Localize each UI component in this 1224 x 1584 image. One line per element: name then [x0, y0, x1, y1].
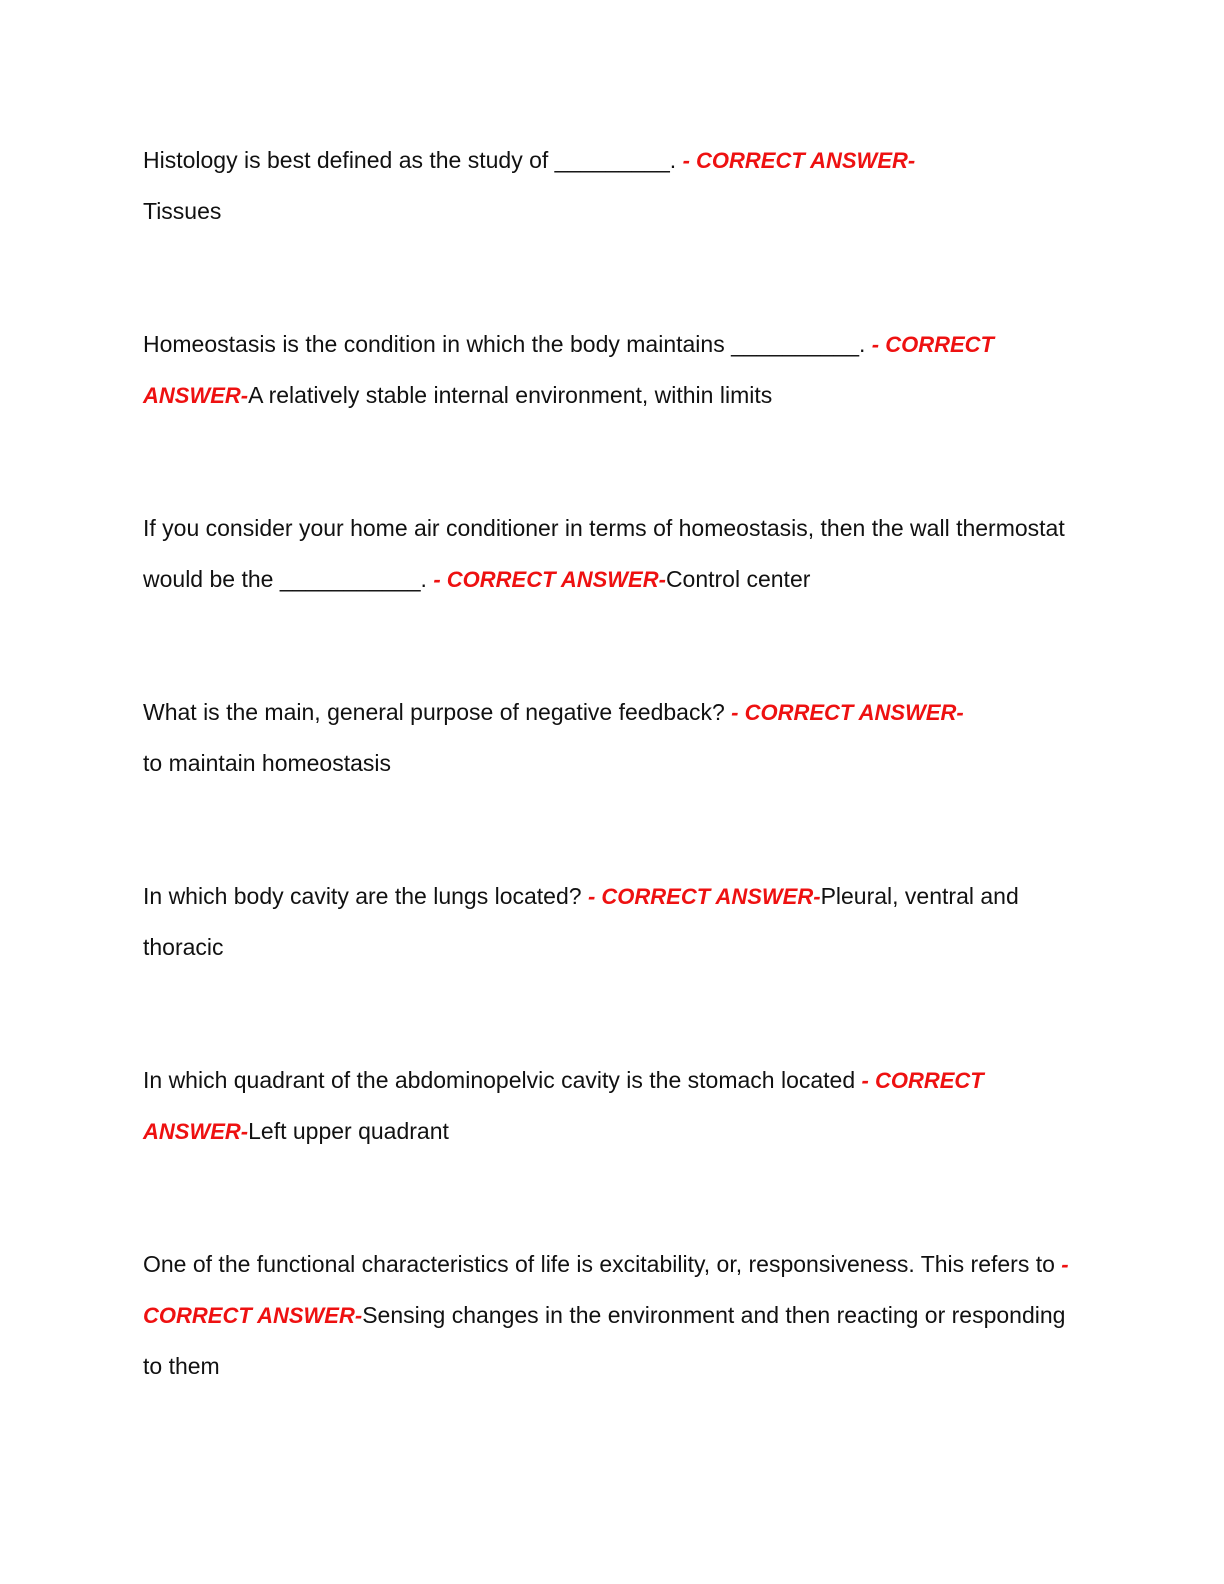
correct-answer-marker: - CORRECT ANSWER-	[682, 148, 916, 173]
question-text: In which body cavity are the lungs located?	[143, 883, 588, 909]
question-text: In which quadrant of the abdominopelvic cavity is the stomach located	[143, 1067, 862, 1093]
correct-answer-marker: - CORRECT ANSWER-	[731, 700, 964, 725]
qa-item	[143, 503, 1083, 605]
qa-item	[143, 1239, 1083, 1392]
answer-text: to maintain homeostasis	[143, 750, 392, 776]
answer-text: Pleural, ventral and thoracic	[143, 883, 1019, 960]
correct-answer-marker: - CORRECT ANSWER-	[143, 1252, 1069, 1328]
qa-item	[143, 687, 1083, 789]
answer-text: Control center	[665, 566, 811, 592]
question-text: If you consider your home air conditioner in terms of homeostasis, then the wall thermostat would be the ___________.	[143, 515, 1065, 592]
qa-item	[143, 135, 1083, 237]
qa-item	[143, 319, 1083, 421]
correct-answer-marker: - CORRECT ANSWER-	[143, 332, 994, 408]
qa-item	[143, 871, 1083, 973]
correct-answer-marker: - CORRECT ANSWER-	[587, 884, 821, 909]
answer-text: Sensing changes in the environment and then reacting or responding to them	[143, 1302, 1066, 1379]
answer-text: A relatively stable internal environment, within limits	[248, 382, 773, 408]
question-text: Homeostasis is the condition in which the body maintains __________.	[143, 331, 872, 357]
qa-item	[143, 1055, 1083, 1157]
question-text: Histology is best defined as the study of _________.	[143, 147, 683, 173]
answer-text: Tissues	[143, 198, 222, 224]
correct-answer-marker: - CORRECT ANSWER-	[433, 567, 666, 592]
correct-answer-marker: - CORRECT ANSWER-	[143, 1068, 984, 1144]
question-text: One of the functional characteristics of life is excitability, or, responsiveness. This refers to	[143, 1251, 1062, 1277]
question-text: What is the main, general purpose of negative feedback?	[143, 699, 732, 725]
answer-text: Left upper quadrant	[248, 1118, 449, 1144]
